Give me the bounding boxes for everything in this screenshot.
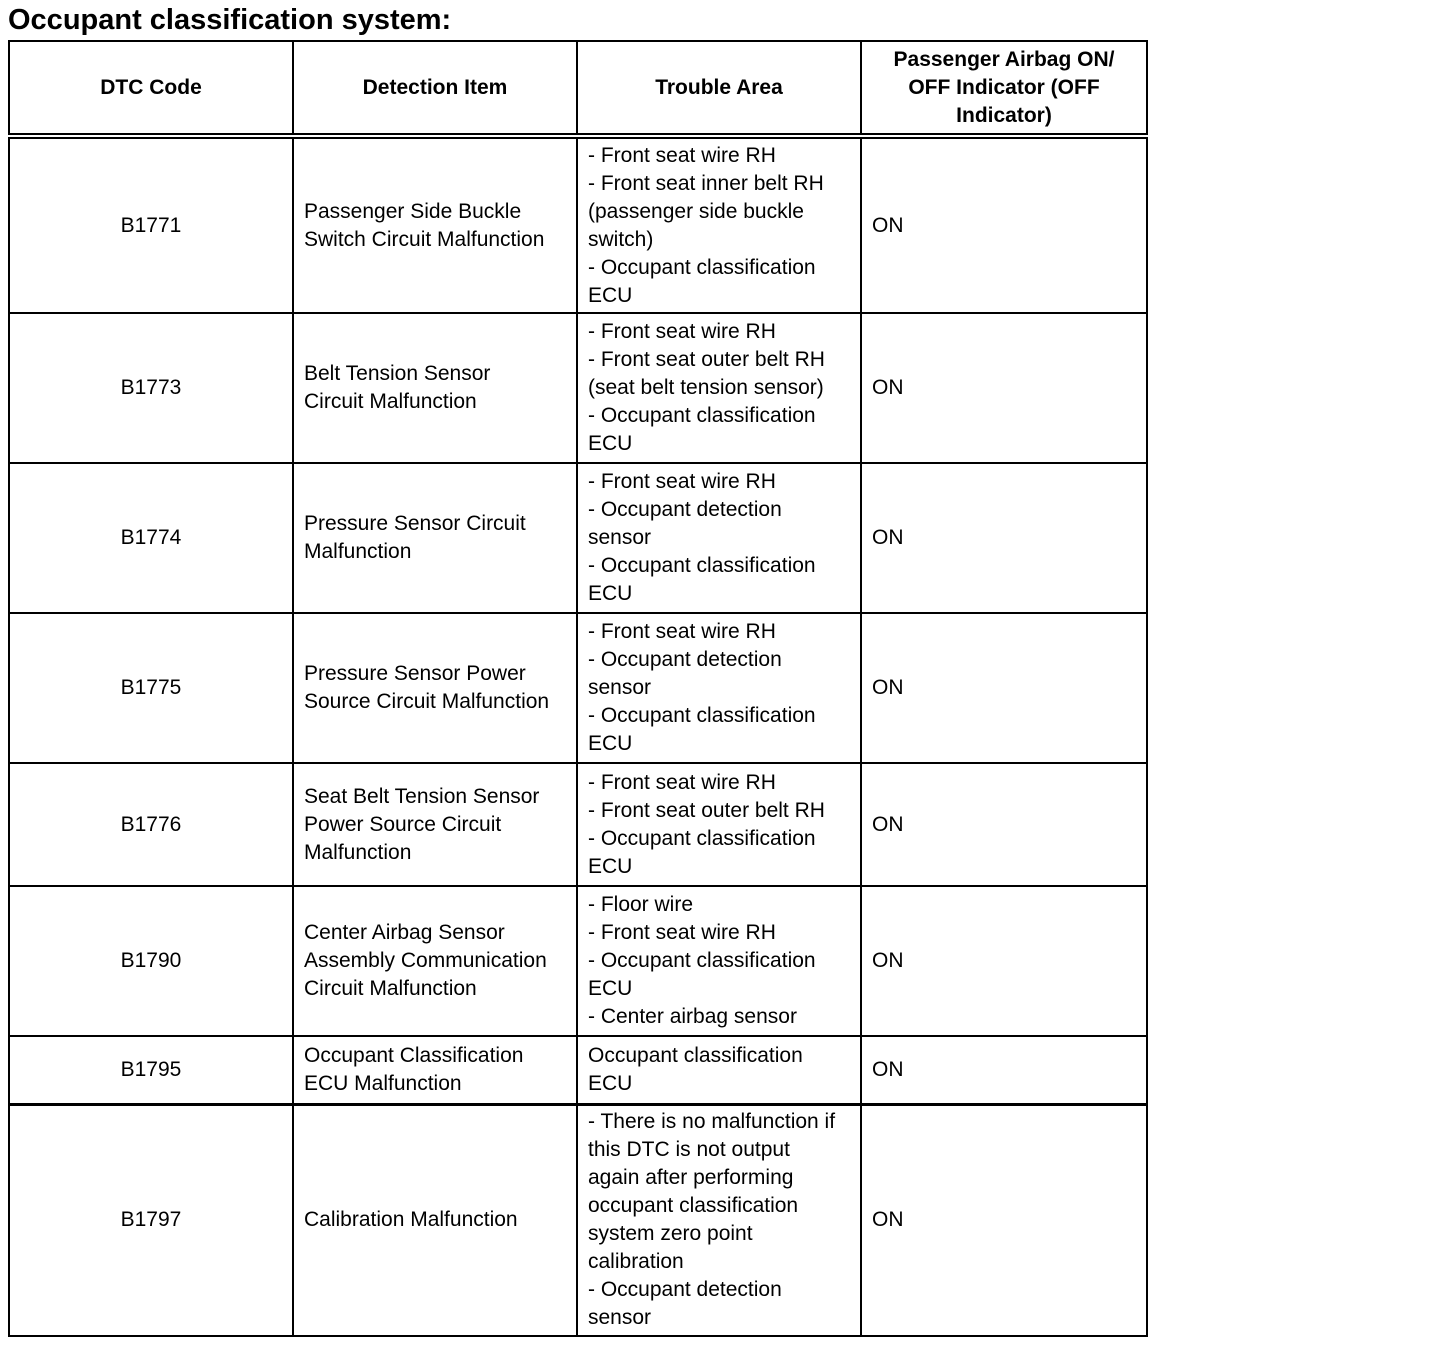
trouble-area-cell (577, 886, 861, 1036)
trouble-area-cell-line: - Center airbag sensor (588, 1005, 797, 1028)
trouble-area-cell (577, 136, 861, 313)
trouble-area-cell (577, 1036, 861, 1104)
dtc-table (8, 40, 1148, 1337)
trouble-area-cell (577, 1104, 861, 1336)
indicator-cell: ON (861, 1104, 1147, 1336)
trouble-area-cell-line: - Occupant classification (588, 554, 816, 577)
table-row (9, 1104, 1147, 1336)
dtc-code-cell: B1797 (9, 1104, 293, 1336)
indicator-cell: ON (861, 136, 1147, 313)
trouble-area-cell-line: - Occupant detection (588, 498, 782, 521)
detection-item-cell (293, 463, 577, 613)
trouble-area-cell-line: - Front seat wire RH (588, 620, 776, 643)
detection-item-cell-line: Malfunction (304, 840, 412, 864)
trouble-area-cell (577, 613, 861, 763)
trouble-area-cell-line: occupant classification (588, 1194, 799, 1218)
dtc-code-cell: B1795 (9, 1036, 293, 1104)
indicator-cell: ON (861, 463, 1147, 613)
detection-item-cell (293, 1104, 577, 1336)
trouble-area-cell-line: - Occupant detection (588, 1278, 782, 1302)
dtc-code-cell: B1774 (9, 463, 293, 613)
trouble-area-cell-line: - Front seat wire RH (588, 320, 776, 343)
detection-item-cell-line: ECU Malfunction (304, 1071, 462, 1095)
trouble-area-cell-line: - Occupant classification (588, 404, 816, 427)
trouble-area-cell-line: Occupant classification (588, 1043, 803, 1067)
trouble-area-cell-line: - Occupant classification (588, 704, 816, 727)
trouble-area-cell-line: - Front seat inner belt RH (588, 171, 824, 195)
trouble-area-cell-line: this DTC is not output (588, 1138, 790, 1162)
detection-item-cell-line: Center Airbag Sensor (304, 921, 505, 944)
table-row (9, 313, 1147, 463)
trouble-area-cell-line: ECU (588, 283, 633, 307)
trouble-area-cell-line: - Front seat wire RH (588, 470, 776, 493)
detection-item-cell-line: Occupant Classification (304, 1043, 524, 1067)
trouble-area-cell-line: ECU (588, 977, 633, 1000)
page-title: Occupant classification system: (8, 4, 452, 36)
trouble-area-cell-line: - Occupant detection (588, 648, 782, 671)
trouble-area-cell-line: (seat belt tension sensor) (588, 376, 824, 399)
header-indicator: Passenger Airbag ON/ OFF Indicator (OFF Indicator) (861, 41, 1147, 136)
detection-item-cell-line: Circuit Malfunction (304, 390, 477, 413)
indicator-cell: ON (861, 763, 1147, 886)
dtc-code-cell: B1771 (9, 136, 293, 313)
detection-item-cell-line: Malfunction (304, 540, 412, 563)
header-detection-item: Detection Item (293, 41, 577, 136)
detection-item-cell (293, 886, 577, 1036)
table-row (9, 136, 1147, 313)
trouble-area-cell (577, 763, 861, 886)
dtc-code-cell: B1773 (9, 313, 293, 463)
trouble-area-cell-line: - Occupant classification (588, 826, 816, 850)
table-row (9, 886, 1147, 1036)
detection-item-cell-line: Circuit Malfunction (304, 977, 477, 1000)
trouble-area-cell-line: - Front seat wire RH (588, 921, 776, 944)
detection-item-cell (293, 136, 577, 313)
trouble-area-cell-line: - Front seat wire RH (588, 143, 776, 167)
trouble-area-cell (577, 313, 861, 463)
trouble-area-cell-line: (passenger side buckle (588, 199, 804, 223)
header-dtc-code: DTC Code (9, 41, 293, 136)
indicator-cell: ON (861, 886, 1147, 1036)
trouble-area-cell-line: - Occupant classification (588, 255, 816, 279)
detection-item-cell-line: Pressure Sensor Power (304, 662, 526, 685)
trouble-area-cell-line: calibration (588, 1250, 684, 1274)
trouble-area-cell-line: ECU (588, 1071, 633, 1095)
detection-item-cell-line: Calibration Malfunction (304, 1208, 518, 1232)
table-row (9, 463, 1147, 613)
trouble-area-cell-line: ECU (588, 732, 633, 755)
trouble-area-cell-line: - Front seat wire RH (588, 770, 776, 794)
header-trouble-area: Trouble Area (577, 41, 861, 136)
trouble-area-cell-line: system zero point (588, 1222, 753, 1246)
table-row (9, 613, 1147, 763)
table-header-row (9, 41, 1147, 136)
trouble-area-cell-line: - Floor wire (588, 893, 694, 916)
trouble-area-cell-line: sensor (588, 526, 652, 549)
table-row (9, 1036, 1147, 1104)
detection-item-cell-line: Belt Tension Sensor (304, 362, 491, 385)
detection-item-cell-line: Seat Belt Tension Sensor (304, 784, 540, 808)
trouble-area-cell-line: - Front seat outer belt RH (588, 798, 825, 822)
dtc-code-cell: B1776 (9, 763, 293, 886)
trouble-area-cell-line: sensor (588, 676, 652, 699)
table-row (9, 763, 1147, 886)
trouble-area-cell-line: ECU (588, 432, 633, 455)
trouble-area-cell-line: - There is no malfunction if (588, 1110, 836, 1134)
detection-item-cell-line: Passenger Side Buckle (304, 199, 522, 223)
trouble-area-cell-line: - Occupant classification (588, 949, 816, 972)
detection-item-cell (293, 763, 577, 886)
indicator-cell: ON (861, 1036, 1147, 1104)
dtc-code-cell: B1775 (9, 613, 293, 763)
detection-item-cell (293, 313, 577, 463)
dtc-code-cell: B1790 (9, 886, 293, 1036)
trouble-area-cell-line: sensor (588, 1306, 652, 1330)
detection-item-cell-line: Source Circuit Malfunction (304, 690, 550, 713)
trouble-area-cell-line: again after performing (588, 1166, 794, 1190)
detection-item-cell (293, 1036, 577, 1104)
detection-item-cell-line: Pressure Sensor Circuit (304, 512, 526, 535)
detection-item-cell (293, 613, 577, 763)
trouble-area-cell-line: switch) (588, 227, 654, 251)
trouble-area-cell-line: ECU (588, 582, 633, 605)
indicator-cell: ON (861, 613, 1147, 763)
detection-item-cell-line: Power Source Circuit (304, 812, 502, 836)
trouble-area-cell (577, 463, 861, 613)
trouble-area-cell-line: - Front seat outer belt RH (588, 348, 825, 371)
detection-item-cell-line: Assembly Communication (304, 949, 547, 972)
indicator-cell: ON (861, 313, 1147, 463)
trouble-area-cell-line: ECU (588, 854, 633, 878)
detection-item-cell-line: Switch Circuit Malfunction (304, 227, 545, 251)
